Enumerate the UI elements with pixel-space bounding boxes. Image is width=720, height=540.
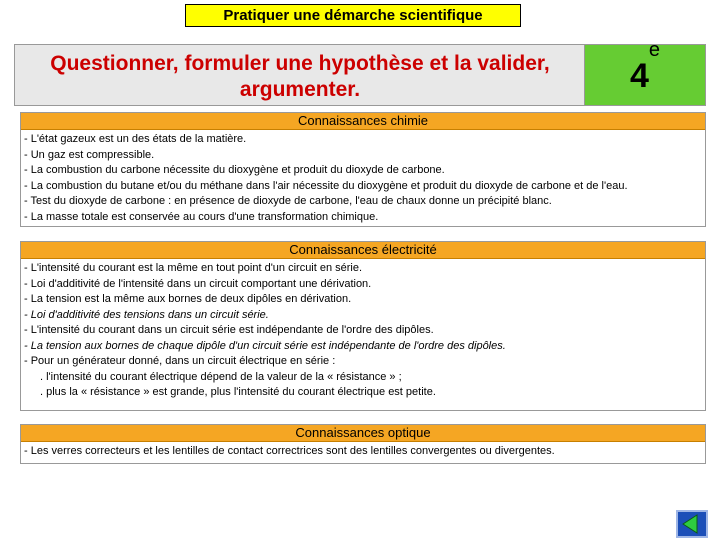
- list-item: . plus la « résistance » est grande, plus l'intensité du courant électrique est petite.: [40, 386, 436, 398]
- page-title: Pratiquer une démarche scientifique: [185, 4, 521, 27]
- list-item: - La tension est la même aux bornes de deux dipôles en dérivation.: [24, 293, 352, 305]
- level-suffix: e: [648, 39, 661, 61]
- list-item: - La masse totale est conservée au cours d'une transformation chimique.: [24, 210, 379, 223]
- section-heading: Connaissances chimie: [21, 113, 705, 130]
- list-item: - Test du dioxyde de carbone : en présence de dioxyde de carbone, l'eau de chaux donne un précipité blanc.: [24, 195, 552, 207]
- list-item: . l'intensité du courant électrique dépend de la valeur de la « résistance » ;: [40, 370, 402, 383]
- list-item: - Loi d'additivité de l'intensité dans un circuit comportant une dérivation.: [24, 277, 372, 290]
- level-number: 4: [629, 57, 649, 95]
- list-item: - Loi d'additivité des tensions dans un circuit série.: [24, 308, 269, 321]
- list-item: - Un gaz est compressible.: [24, 148, 155, 161]
- section-chimie: [20, 112, 706, 227]
- section-heading: Connaissances optique: [21, 425, 705, 442]
- back-button[interactable]: [676, 510, 708, 538]
- list-item: - Pour un générateur donné, dans un circuit électrique en série :: [24, 355, 336, 367]
- arrow-left-icon: [678, 512, 706, 536]
- list-item: - L'état gazeux est un des états de la matière.: [24, 133, 247, 145]
- list-item: - L'intensité du courant dans un circuit série est indépendante de l'ordre des dipôles.: [24, 324, 434, 336]
- level-badge: [584, 39, 706, 106]
- list-item: - La combustion du butane et/ou du méthane dans l'air nécessite du dioxygène et produit du dioxyde de carbone et de l'eau.: [24, 179, 628, 192]
- list-item: - La combustion du carbone nécessite du dioxygène et produit du dioxyde de carbone.: [24, 164, 445, 176]
- header-title: Questionner, formuler une hypothèse et la valider, argumenter.: [50, 52, 550, 101]
- section-optique: [20, 424, 706, 464]
- section-heading: Connaissances électricité: [21, 242, 705, 259]
- list-item: - La tension aux bornes de chaque dipôle d'un circuit série est indépendante de l'ordre des dipôles.: [24, 339, 506, 352]
- list-item: - L'intensité du courant est la même en tout point d'un circuit en série.: [24, 262, 363, 274]
- list-item: - Les verres correcteurs et les lentilles de contact correctrices sont des lentilles convergentes ou divergentes.: [24, 445, 555, 457]
- section-electricite: [20, 241, 706, 411]
